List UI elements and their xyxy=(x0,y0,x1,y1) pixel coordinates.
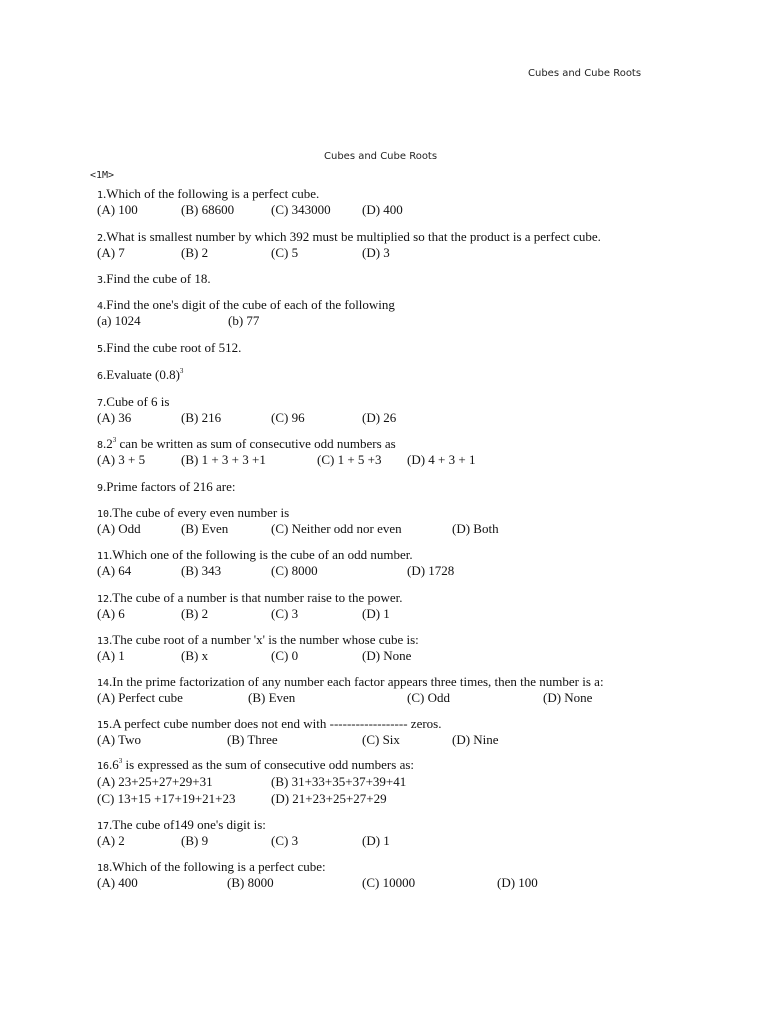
answer-option: (B) 2 xyxy=(181,606,209,621)
answer-option: (D) 1728 xyxy=(407,563,455,578)
answer-option: (A) Two xyxy=(97,732,141,747)
question-text: The cube of every even number is xyxy=(112,505,290,520)
question-base: 6 xyxy=(112,757,119,772)
answer-option: (D) 1 xyxy=(362,833,390,848)
question-text-line: 2.What is smallest number by which 392 must be multiplied so that the product is a perfect cube. xyxy=(97,229,601,244)
question-text-line: 10.The cube of every even number is xyxy=(97,505,290,520)
answer-option: (C) Six xyxy=(362,732,400,747)
question-number: 12 xyxy=(97,594,110,605)
answer-option: (C) 96 xyxy=(271,410,305,425)
question-text-line: $8.2^3$ can be written as sum of consecutive odd numbers as xyxy=(97,436,396,451)
question-text-line: 11.Which one of the following is the cube of an odd number. xyxy=(97,547,413,562)
answer-option: (C) 0 xyxy=(271,648,299,663)
marks-label: <1M> xyxy=(90,170,115,181)
answer-option: (A) 7 xyxy=(97,245,125,260)
question-text: Which one of the following is the cube of an odd number. xyxy=(112,547,413,562)
answer-option: (A) 36 xyxy=(97,410,132,425)
question-text: Cube of 6 is xyxy=(106,394,170,409)
question-number: 10 xyxy=(97,509,110,520)
question-text-line: 6.Evaluate $(0.8)^3$ xyxy=(97,367,184,382)
answer-option: (A) 23+25+27+29+31 xyxy=(97,774,213,789)
answer-option: (A) 6 xyxy=(97,606,125,621)
question-text: Find the cube root of 512. xyxy=(106,340,242,355)
answer-option: (B) Even xyxy=(248,690,296,705)
question-text: Evaluate (0.8) xyxy=(106,367,180,382)
question-number: 1 xyxy=(97,190,104,201)
question-text: can be written as sum of consecutive odd numbers as xyxy=(116,436,396,451)
question-number: 6 xyxy=(97,371,104,382)
question-number: 4 xyxy=(97,301,104,312)
question-text-line: 16.6$^3$ is expressed as the sum of consecutive odd numbers as: xyxy=(97,757,415,772)
answer-option: (a) 1024 xyxy=(97,313,141,328)
question-text-line: 17.The cube of149 one's digit is: xyxy=(97,817,266,832)
answer-option: (B) 2 xyxy=(181,245,209,260)
answer-option: (C) Neither odd nor even xyxy=(271,521,402,536)
question-text-line: 12.The cube of a number is that number raise to the power. xyxy=(97,590,403,605)
answer-option: (D) Nine xyxy=(452,732,499,747)
question-text-line: 18.Which of the following is a perfect cube: xyxy=(97,859,326,874)
answer-option: (A) 3 + 5 xyxy=(97,452,146,467)
question-number: 7 xyxy=(97,398,104,409)
question-number: 3 xyxy=(97,275,104,286)
answer-option: (D) 3 xyxy=(362,245,390,260)
answer-option: (A) 64 xyxy=(97,563,132,578)
question-text-line: 5.Find the cube root of 512. xyxy=(97,340,242,355)
answer-option: (D) 400 xyxy=(362,202,403,217)
question-text: Find the cube of 18. xyxy=(106,271,211,286)
exponent: 3 xyxy=(118,757,123,765)
answer-option: (C) 13+15 +17+19+21+23 xyxy=(97,791,236,806)
answer-option: (B) 68600 xyxy=(181,202,235,217)
question-text-line: 14.In the prime factorization of any number each factor appears three times, then the number is a: xyxy=(97,674,604,689)
answer-option: (A) 2 xyxy=(97,833,125,848)
answer-option: (B) 1 + 3 + 3 +1 xyxy=(181,452,266,467)
question-text: Which of the following is a perfect cube. xyxy=(106,186,320,201)
answer-option: (A) 400 xyxy=(97,875,138,890)
question-text: Find the one's digit of the cube of each of the following xyxy=(106,297,395,312)
question-text-line: 7.Cube of 6 is xyxy=(97,394,170,409)
question-number: 11 xyxy=(97,551,110,562)
question-text: What is smallest number by which 392 must be multiplied so that the product is a perfect cube. xyxy=(106,229,601,244)
answer-option: (D) Both xyxy=(452,521,499,536)
question-text-line: 9.Prime factors of 216 are: xyxy=(97,479,236,494)
answer-option: (D) 26 xyxy=(362,410,397,425)
question-number: 14 xyxy=(97,678,110,689)
answer-option: (A) 100 xyxy=(97,202,138,217)
answer-option: (A) Odd xyxy=(97,521,141,536)
question-text: The cube root of a number 'x' is the number whose cube is: xyxy=(112,632,419,647)
answer-option: (C) 3 xyxy=(271,833,299,848)
question-number: 8 xyxy=(97,440,104,451)
question-number: 18 xyxy=(97,863,110,874)
question-number: 13 xyxy=(97,636,110,647)
running-header: Cubes and Cube Roots xyxy=(528,68,642,79)
answer-option: (A) 1 xyxy=(97,648,125,663)
question-text-line: 15.A perfect cube number does not end with ------------------ zeros. xyxy=(97,716,442,731)
answer-option: (D) 4 + 3 + 1 xyxy=(407,452,476,467)
question-text-line: 4.Find the one's digit of the cube of each of the following xyxy=(97,297,395,312)
answer-option: (D) 1 xyxy=(362,606,390,621)
answer-option: (b) 77 xyxy=(228,313,260,328)
answer-option: (C) 8000 xyxy=(271,563,318,578)
exponent: 3 xyxy=(112,436,117,444)
question-text-line: 1.Which of the following is a perfect cube. xyxy=(97,186,320,201)
answer-option: (C) 5 xyxy=(271,245,299,260)
question-base: 2 xyxy=(106,436,113,451)
question-number: 17 xyxy=(97,821,110,832)
answer-option: (B) Even xyxy=(181,521,229,536)
question-text: Prime factors of 216 are: xyxy=(106,479,236,494)
answer-option: (D) 100 xyxy=(497,875,538,890)
answer-option: (C) 1 + 5 +3 xyxy=(317,452,382,467)
question-text-line: 13.The cube root of a number 'x' is the number whose cube is: xyxy=(97,632,419,647)
answer-option: (B) 31+33+35+37+39+41 xyxy=(271,774,407,789)
answer-option: (B) Three xyxy=(227,732,278,747)
answer-option: (C) Odd xyxy=(407,690,450,705)
answer-option: (B) 343 xyxy=(181,563,222,578)
question-text-line: 3.Find the cube of 18. xyxy=(97,271,211,286)
answer-option: (B) 8000 xyxy=(227,875,274,890)
answer-option: (D) None xyxy=(543,690,593,705)
question-text: A perfect cube number does not end with ------------------ zeros. xyxy=(112,716,442,731)
answer-option: (B) x xyxy=(181,648,209,663)
question-number: 9 xyxy=(97,483,104,494)
question-number: 2 xyxy=(97,233,104,244)
answer-option: (B) 216 xyxy=(181,410,222,425)
answer-option: (D) 21+23+25+27+29 xyxy=(271,791,387,806)
answer-option: (A) Perfect cube xyxy=(97,690,183,705)
question-text: Which of the following is a perfect cube: xyxy=(112,859,326,874)
answer-option: (C) 10000 xyxy=(362,875,416,890)
question-number: 5 xyxy=(97,344,104,355)
question-text: is expressed as the sum of consecutive odd numbers as: xyxy=(122,757,415,772)
exponent: 3 xyxy=(179,367,184,375)
answer-option: (B) 9 xyxy=(181,833,209,848)
question-number: 16 xyxy=(97,761,110,772)
question-number: 15 xyxy=(97,720,110,731)
question-text: The cube of a number is that number raise to the power. xyxy=(112,590,403,605)
answer-option: (D) None xyxy=(362,648,412,663)
question-text: The cube of149 one's digit is: xyxy=(112,817,266,832)
answer-option: (C) 343000 xyxy=(271,202,331,217)
document-title: Cubes and Cube Roots xyxy=(324,151,438,162)
answer-option: (C) 3 xyxy=(271,606,299,621)
question-text: In the prime factorization of any number each factor appears three times, then the number is a: xyxy=(112,674,604,689)
